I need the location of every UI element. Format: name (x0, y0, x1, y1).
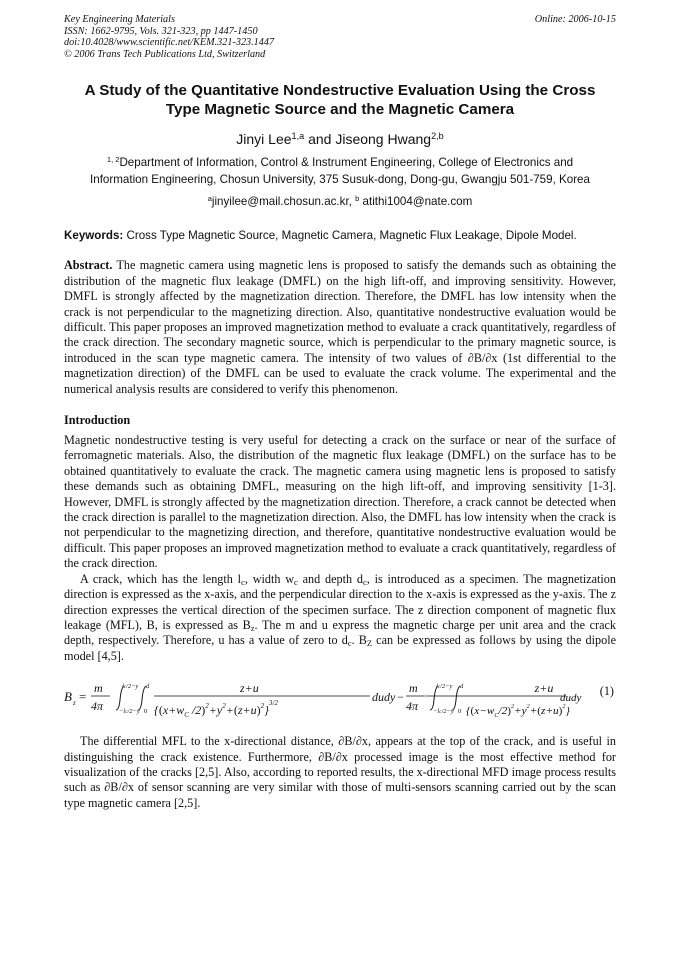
author-1-sup: 1,a (291, 131, 305, 142)
svg-text:d: d (460, 683, 464, 691)
email-line (64, 193, 616, 210)
keywords-label: Keywords: (64, 229, 124, 243)
affiliation (64, 154, 616, 188)
abstract-label: Abstract. (64, 258, 113, 273)
author-list (64, 130, 616, 148)
abstract-text: The magnetic camera using magnetic lens is proposed to satisfy the demands such as obtaining the distribution of the magnetic flux leakage (DMFL) on the high lift-off, and improving sensitivity. However, DMFL is strongly affected by the magnetization direction. Therefore, the DMFL has low intensity when the crack is not perpendicular to the magnetizing direction. Also, quantitative nondestructive evaluation would be difficult. This paper proposes an improved magnetization method to evaluate a crack quantitatively, regardless of the crack direction. The secondary magnetic source, which is perpendicular to the primary magnetic source, is introduced in the scan type magnetic camera. The intensity of two values of ∂B/∂x (1st differential to the magnetization direction) of the DMFL can be used to evaluate the crack volume. The experimental and the numerical analysis results are considered to verify this phenomenon. (64, 258, 616, 396)
svg-text:lc/2−y: lc/2−y (122, 683, 139, 691)
svg-text:dudy: dudy (372, 690, 396, 705)
doi-line: doi:10.4028/www.scientific.net/KEM.321-323.1447 (64, 37, 275, 49)
intro-paragraph-1: Magnetic nondestructive testing is very useful for detecting a crack on the surface or near of the surface of ferromagnetic materials. Also, the distribution of the magnetic flux leakage (DMFL) on the surface has to be obtained quantitatively to evaluate the crack. The magnetic camera using magnetic lens is proposed to satisfy these demands such as obtaining DMFL, measuring on the high lift-off, and improving sensitivity [1-3]. However, DMFL is strongly affected by the magnetization direction. Therefore, a crack cannot be detected when the crack direction is parallel to the magnetization direction. Also, the DMFL has low intensity when the crack is not perpendicular to the magnetizing direction, and therefore, quantitative nondestructive evaluation would be difficult. This paper proposes an improved magnetization method to evaluate a crack quantitatively, regardless of the crack direction. (64, 433, 616, 571)
paper-title (64, 81, 616, 119)
equation-number: (1) (599, 684, 614, 699)
svg-text:lc/2−y: lc/2−y (436, 683, 453, 691)
author-conjunction: and (304, 131, 336, 148)
svg-text:−lc/2−y: −lc/2−y (433, 708, 454, 716)
email-b: atithi1004@nate.com (359, 195, 473, 209)
svg-text:{(x+wC /2)2+y2+(z+u)2}3/2: {($x+w_C$ $/2)^2+y^2+(z+u)^2\}^{3/2}$ (154, 699, 278, 720)
email-a: jinyilee@mail.chosun.ac.kr, (211, 195, 356, 209)
svg-text:{(x−wC/2)2+y2+(z+u)2}: $\{(x-w_C/2)^2+y^2+(z+u)^2\}$ (466, 704, 570, 720)
title-line-1: A Study of the Quantitative Nondestructive Evaluation Using the Cross (84, 82, 596, 100)
svg-text:0: 0 (458, 708, 462, 716)
copyright-line: © 2006 Trans Tech Publications Ltd, Switzerland (64, 48, 266, 60)
author-1: Jinyi Lee (236, 131, 292, 148)
abstract (64, 258, 616, 397)
email-a-sup: a (207, 194, 212, 204)
svg-text:z: z (73, 699, 76, 708)
paper-page (64, 14, 616, 811)
svg-text:d: d (146, 683, 150, 691)
affiliation-line-2: Information Engineering, Chosun University, 375 Susuk-dong, Dong-gu, Gwangju 501-759, Korea (90, 173, 590, 187)
svg-text:z+u: z+u (534, 681, 554, 696)
svg-text:−: − (397, 690, 404, 705)
issn-line: ISSN: 1662-9795, Vols. 321-323, pp 1447-1450 (64, 25, 258, 37)
svg-text:=: = (79, 689, 87, 705)
svg-text:z+u: z+u (240, 681, 259, 696)
svg-text:B: B (64, 689, 72, 705)
email-b-sup: b (355, 194, 360, 204)
journal-name: Key Engineering Materials (64, 14, 175, 25)
intro-paragraph-3: The differential MFL to the x-directional distance, ∂B/∂x, appears at the top of the crack, and is useful in distinguishing the crack existence. Furthermore, ∂B/∂x processed image is the most effective method for visualization of the cracks [2,5]. Also, according to reported results, the x-directional MFD image process results such as ∂B/∂x of sensor scanning are very similar with those of multi-sensors scanning carried out by the scan type magnetic camera [2,5]. (64, 734, 616, 810)
dipole-model-equation (64, 670, 584, 724)
svg-text:0: 0 (144, 708, 148, 716)
citation-block (64, 14, 274, 60)
journal-header (64, 14, 616, 60)
svg-text:4π: 4π (91, 699, 104, 714)
affiliation-line-1: Department of Information, Control & Instrument Engineering, College of Electronics and (119, 156, 574, 170)
svg-text:dudy: dudy (560, 692, 582, 705)
intro-paragraph-2: A crack, which has the length $l_c$, width $w_c$ and depth $d_c$, is introduced as a specimen. The magnetization direction is expressed as the x-axis, and the perpendicular direction to the x-axis is expressed as the y-axis. The z direction expresses the vertical direction of the specimen surface. The z direction component of magnetic flux leakage (MFL), B, is expressed as $B_z$. The m and u express the magnetic charge per unit area and the crack depth, respectively. Therefore, u has a value of zero to $d_c$. $B_Z$ can be expressed as follows by using the dipole model [4,5]. (64, 571, 616, 663)
keywords (64, 228, 616, 244)
equation-1 (64, 670, 616, 724)
author-2-sup: 2,b (431, 131, 444, 142)
author-2: Jiseong Hwang (335, 131, 432, 148)
svg-text:−lc/2−y: −lc/2−y (119, 708, 140, 716)
title-line-2: Type Magnetic Source and the Magnetic Camera (165, 101, 515, 119)
affiliation-sup: 1, 2 (106, 155, 120, 165)
svg-text:m: m (94, 681, 103, 696)
svg-text:4π: 4π (406, 699, 419, 714)
section-heading-introduction: Introduction (64, 413, 131, 428)
online-date: Online: 2006-10-15 (534, 14, 616, 25)
svg-text:m: m (409, 681, 418, 696)
keywords-text: Cross Type Magnetic Source, Magnetic Camera, Magnetic Flux Leakage, Dipole Model. (123, 229, 577, 243)
